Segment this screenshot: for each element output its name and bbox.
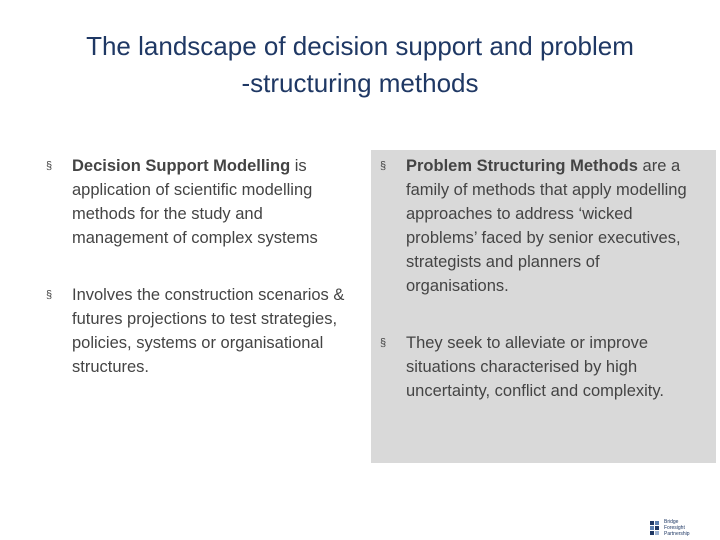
bullet-text: They seek to alleviate or improve situations characterised by high uncertainty, conflict and complexity. (406, 334, 665, 400)
slide-title (20, 28, 700, 102)
right-bullet-problem-structuring (380, 154, 706, 298)
slide-title-line-2: -structuring methods (241, 68, 479, 98)
logo-line-1: Bridge (664, 519, 679, 525)
bullet-marker-icon: § (380, 160, 387, 172)
left-column (46, 154, 356, 379)
footer-logo (650, 518, 716, 540)
bullet-bold-term: Problem Structuring Methods (406, 157, 638, 175)
logo-text (664, 519, 690, 537)
bullet-text: are a family of methods that apply modelling approaches to address ‘wicked problems’ faced by senior executives, strategists and planners of organisations. (406, 157, 687, 295)
right-column-panel (371, 150, 716, 463)
left-bullet-scenarios (46, 283, 356, 379)
bullet-marker-icon: § (46, 160, 53, 172)
bullet-marker-icon: § (380, 337, 387, 349)
logo-line-2: Foresight (664, 525, 685, 531)
logo-line-3: Partnership (664, 531, 690, 537)
bullet-marker-icon: § (46, 289, 53, 301)
logo-mark-icon (650, 519, 663, 539)
left-bullet-decision-support (46, 154, 356, 250)
right-bullet-alleviate (380, 331, 706, 403)
bullet-text: is application of scientific modelling methods for the study and management of complex systems (72, 157, 318, 247)
bullet-text: Involves the construction scenarios & futures projections to test strategies, policies, systems or organisational structures. (72, 286, 345, 376)
bullet-bold-term: Decision Support Modelling (72, 157, 291, 175)
slide-title-line-1: The landscape of decision support and problem (86, 31, 634, 61)
